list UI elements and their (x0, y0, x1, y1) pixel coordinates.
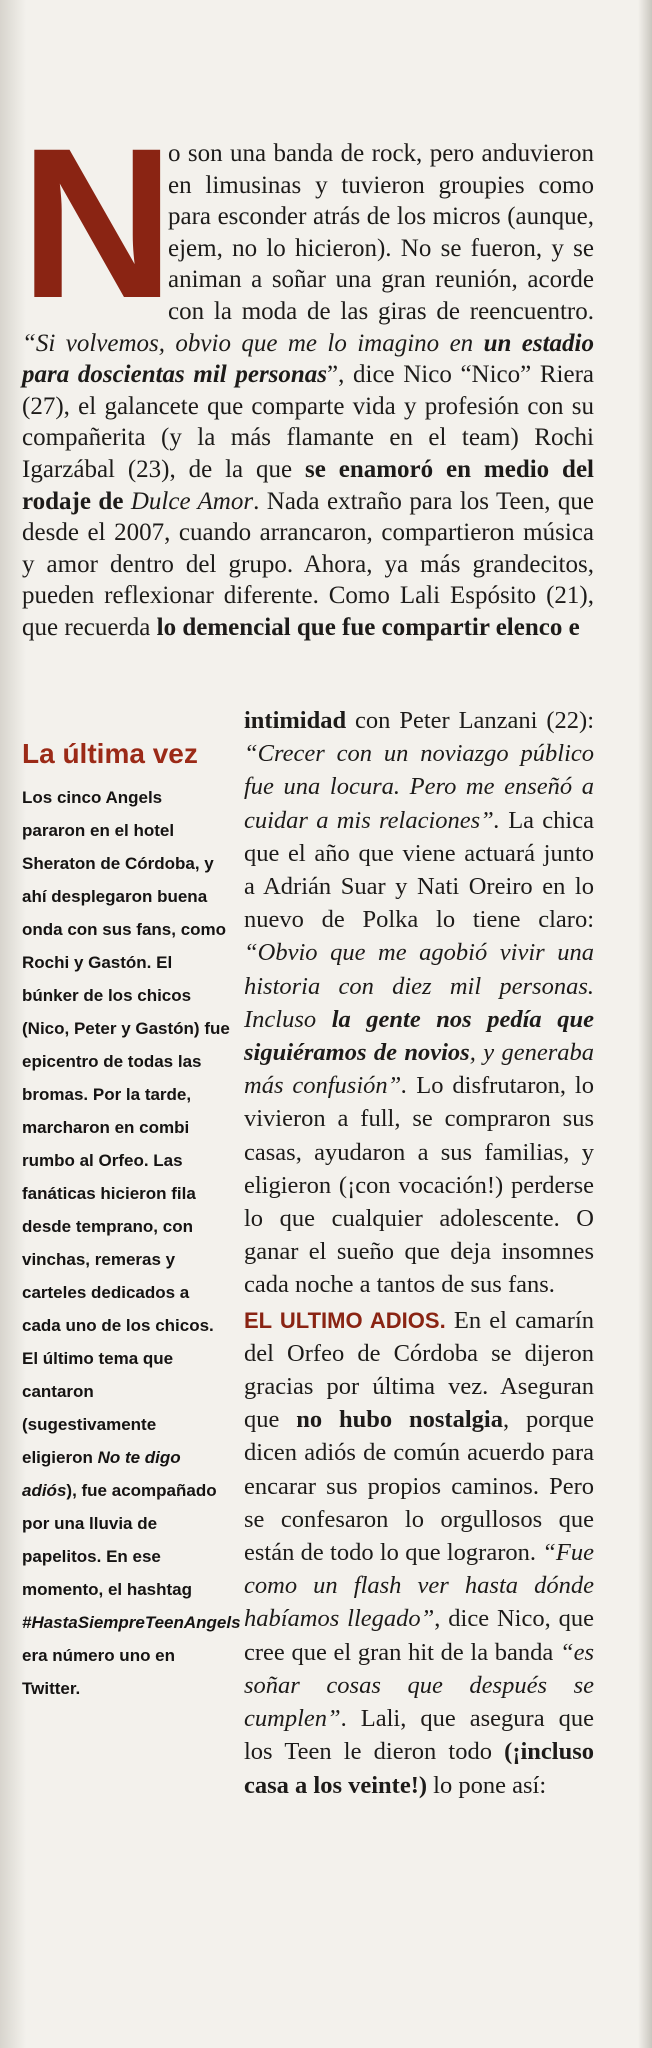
page-edge-shadow (638, 0, 652, 2048)
text-run: , porque dicen adiós de común acuerdo para encarar sus propios caminos. Pero se confesaron lo orgullosos que están de todo lo que lograron. (244, 1406, 595, 1567)
text-run: . Lali, que asegura que los Teen le dieron todo (244, 1705, 594, 1766)
text-run: No te digo adiós (22, 1448, 181, 1500)
text-run: “Obvio que me agobió vivir una historia con diez mil personas. Incluso (244, 939, 594, 1033)
text-run: intimidad (244, 707, 347, 734)
paragraph-break (244, 1302, 594, 1304)
text-run: ), fue acompañado por una lluvia de papelitos. En ese momento, el hashtag (22, 1481, 217, 1599)
text-run: (¡incluso casa a los veinte!) (244, 1738, 594, 1799)
text-run: era número uno en Twitter. (22, 1646, 176, 1698)
article-body-part-2 (244, 1307, 594, 1799)
text-run: Lo disfrutaron, lo vivieron a full, se compraron sus casas, ayudaron a sus familias, y eligieron (¡con vocación!) perderse lo que cualquier adolescente. O ganar el sueño que deja insomnes cada noche a tantos de sus fans. (244, 1072, 594, 1299)
article-intro (20, 104, 595, 644)
sidebar-box (22, 738, 241, 1705)
text-run: . Nada extraño para los Teen, que desde el 2007, cuando arrancaron, compartieron música y amor dentro del grupo. Ahora, ya más grandecitos, pueden reflexionar diferente. Como Lali Espósito (21), que recuerda (22, 487, 594, 641)
drop-cap-letter: N (20, 104, 169, 343)
text-run: “Si volvemos, obvio que me lo imagino en (22, 329, 484, 357)
text-run: , dice Nico, que cree que el gran hit de la banda (244, 1605, 594, 1666)
text-run: Dulce Amor (130, 487, 254, 515)
text-run: o son una banda de rock, pero anduvieron en limusinas y tuvieron groupies como para esconder atrás de los micros (aunque, ejem, no lo hicieron). No se fueron, y se animan a soñar una gran reunión, acorde con la moda de las giras de reencuentro. (168, 140, 594, 325)
sidebar-title: La última vez (22, 738, 198, 769)
text-run: la gente nos pedía que siguiéramos de novios (244, 1005, 594, 1067)
text-run: “Crecer con un noviazgo público fue una locura. Pero me enseñó a cuidar a mis relaciones”. (244, 740, 594, 834)
text-run: #HastaSiempreTeenAngels (22, 1613, 241, 1632)
text-run: En el camarín del Orfeo de Córdoba se dijeron gracias por última vez. Aseguran que (244, 1306, 594, 1434)
text-run: , y generaba más confusión”. (244, 1039, 594, 1100)
text-run: no hubo nostalgia (296, 1406, 503, 1434)
sidebar-body (22, 781, 241, 1705)
article-body-part-1 (244, 707, 594, 1298)
text-run: Los cinco Angels pararon en el hotel Sheraton de Córdoba, y ahí desplegaron buena onda con sus fans, como Rochi y Gastón. El búnker de los chicos (Nico, Peter y Gastón) fue epicentro de todas las bromas. Por la tarde, marcharon en combi rumbo al Orfeo. Las fanáticas hicieron fila desde temprano, con vinchas, remeras y carteles dedicados a cada uno de los chicos. El último tema que cantaron (sugestivamente eligieron (22, 788, 230, 1467)
text-run: “Fue como un flash ver hasta dónde habíamos llegado” (244, 1539, 594, 1633)
article-right-column (244, 704, 594, 1802)
section-kicker: EL ULTIMO ADIOS. (244, 1307, 446, 1333)
text-run: lo demencial que fue compartir elenco e (156, 613, 580, 641)
text-run: con Peter Lanzani (22): (346, 707, 594, 734)
text-run: “es soñar cosas que después se cumplen” (244, 1638, 594, 1733)
text-run: se enamoró en medio del rodaje de (22, 455, 594, 515)
text-run: La chica que el año que viene actuará junto a Adrián Suar y Nati Oreiro en lo nuevo de Polka lo tiene claro: (244, 806, 594, 934)
text-run: lo pone así: (427, 1771, 547, 1799)
text-run: un estadio para doscientas mil personas (22, 329, 594, 389)
text-run: ”, dice Nico “Nico” Riera (27), el galancete que comparte vida y profesión con su compañerita (y la más flamante en el team) Rochi Igarzábal (23), de la que (22, 361, 595, 483)
